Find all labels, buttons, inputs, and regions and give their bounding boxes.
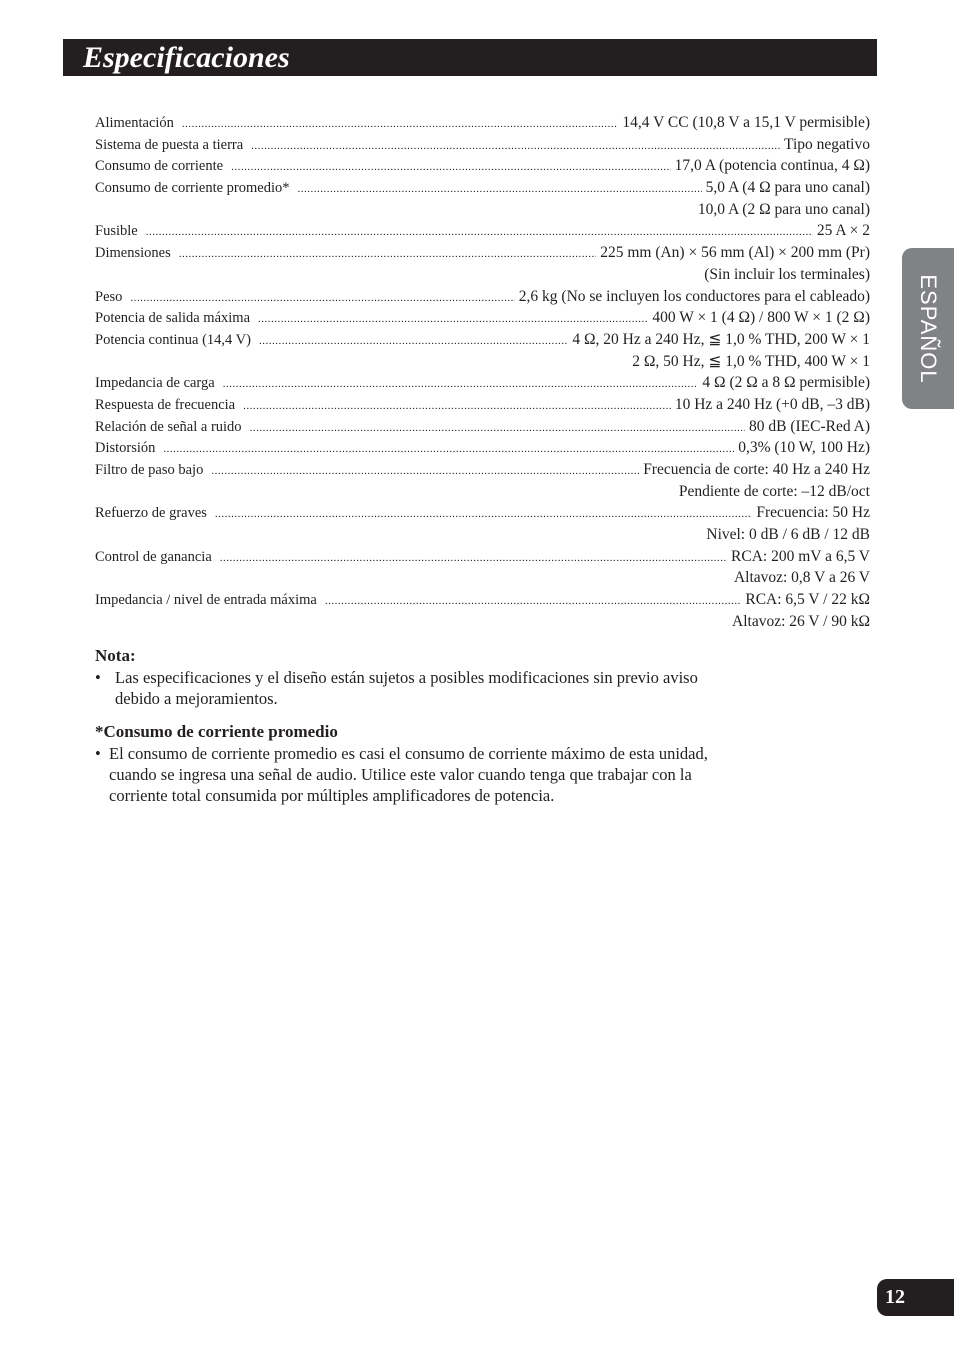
spec-row [95,307,870,329]
spec-row [95,546,870,568]
dot-leader [250,418,745,440]
spec-value: 4 Ω, 20 Hz a 240 Hz, ≦ 1,0 % THD, 200 W × 1 [572,330,870,348]
dot-leader [130,288,514,310]
dot-leader [231,157,671,179]
dot-leader [182,114,618,136]
spec-row [95,394,870,416]
spec-row [95,437,870,459]
spec-value: Nivel: 0 dB / 6 dB / 12 dB [706,526,870,544]
spec-row [95,502,870,524]
spec-value: Altavoz: 0,8 V a 26 V [733,569,870,587]
spec-label: Dimensiones [95,245,171,262]
spec-value: 5,0 A (4 Ω para uno canal) [705,179,870,197]
spec-value: 10 Hz a 240 Hz (+0 dB, –3 dB) [674,395,870,413]
spec-label: Consumo de corriente promedio* [95,180,290,197]
page-title: Especificaciones [83,41,290,74]
spec-value: 80 dB (IEC-Red A) [749,417,870,435]
spec-row [95,329,870,351]
page-number: 12 [885,1286,905,1308]
spec-row [95,155,870,177]
spec-row [95,351,870,373]
spec-label: Refuerzo de graves [95,505,207,522]
spec-row [95,459,870,481]
footnote-item [95,743,735,806]
spec-label: Impedancia de carga [95,375,215,392]
spec-row [95,199,870,221]
spec-value: 225 mm (An) × 56 mm (Al) × 200 mm (Pr) [600,244,870,262]
spec-label: Consumo de corriente [95,158,224,175]
dot-leader [146,222,813,244]
spec-row [95,177,870,199]
spec-row [95,524,870,546]
spec-row [95,134,870,156]
spec-label: Peso [95,288,123,305]
dot-leader [163,439,734,461]
spec-row [95,372,870,394]
spec-value: 14,4 V CC (10,8 V a 15,1 V permisible) [622,114,870,131]
spec-row [95,112,870,134]
spec-value: (Sin incluir los terminales) [704,265,870,283]
dot-leader [298,179,702,201]
spec-value: 0,3% (10 W, 100 Hz) [738,439,870,457]
footnote-heading: *Consumo de corriente promedio [95,722,338,741]
dot-leader [220,548,727,570]
spec-label: Alimentación [95,115,174,131]
spec-label: Filtro de paso bajo [95,462,204,478]
spec-value: RCA: 200 mV a 6,5 V [731,547,870,565]
spec-value: Pendiente de corte: –12 dB/oct [678,482,870,500]
spec-label: Impedancia / nivel de entrada máxima [95,592,317,609]
spec-value: 25 A × 2 [816,222,870,240]
spec-value: Frecuencia de corte: 40 Hz a 240 Hz [643,461,870,478]
spec-value: 10,0 A (2 Ω para uno canal) [697,200,870,218]
spec-value: 17,0 A (potencia continua, 4 Ω) [674,157,870,175]
spec-label: Potencia continua (14,4 V) [95,331,251,348]
spec-row [95,481,870,503]
spec-value: Tipo negativo [784,135,870,153]
dot-leader [215,504,752,526]
spec-value: 2 Ω, 50 Hz, ≦ 1,0 % THD, 400 W × 1 [632,352,870,370]
page-number-tab [877,1279,954,1316]
dot-leader [179,244,597,266]
spec-label: Respuesta de frecuencia [95,396,236,413]
bullet: • [95,744,101,763]
spec-label: Sistema de puesta a tierra [95,136,244,153]
note-heading: Nota: [95,646,136,665]
note-item [95,667,735,709]
dot-leader [259,331,568,353]
dot-leader [325,591,742,613]
spec-row [95,220,870,242]
spec-row [95,286,870,308]
spec-row [95,567,870,589]
spec-row [95,611,870,633]
spec-row [95,589,870,611]
spec-label: Fusible [95,223,138,240]
spec-value: 400 W × 1 (4 Ω) / 800 W × 1 (2 Ω) [652,309,870,327]
dot-leader [211,461,639,483]
specifications-list [95,112,870,633]
spec-label: Potencia de salida máxima [95,310,251,327]
language-tab [902,248,954,409]
spec-label: Distorsión [95,440,156,457]
spec-label: Relación de señal a ruido [95,418,242,435]
spec-value: 2,6 kg (No se incluyen los conductores para el cableado) [518,287,870,305]
spec-value: RCA: 6,5 V / 22 kΩ [745,591,870,609]
spec-row [95,242,870,264]
spec-value: Frecuencia: 50 Hz [756,504,870,522]
spec-value: 4 Ω (2 Ω a 8 Ω permisible) [702,374,870,392]
bullet: • [95,668,101,687]
spec-label: Control de ganancia [95,548,212,565]
dot-leader [243,396,671,418]
spacer [95,709,735,721]
title-bar [63,39,877,76]
dot-leader [258,309,648,331]
spec-row [95,264,870,286]
spec-value: Altavoz: 26 V / 90 kΩ [732,612,870,630]
spec-row [95,416,870,438]
note-text: Las especificaciones y el diseño están sujetos a posibles modificaciones sin previo aviso debido a mejoramientos. [115,668,698,708]
language-tab-label: ESPAÑOL [916,273,941,384]
notes-section [95,645,735,806]
dot-leader [251,136,780,158]
dot-leader [223,374,699,396]
footnote-text: El consumo de corriente promedio es casi el consumo de corriente máximo de esta unidad, cuando se ingresa una señal de audio. Utilice este valor cuando tenga que trabajar con la corriente total consumida por múltiples amplificadores de potencia. [109,744,708,805]
